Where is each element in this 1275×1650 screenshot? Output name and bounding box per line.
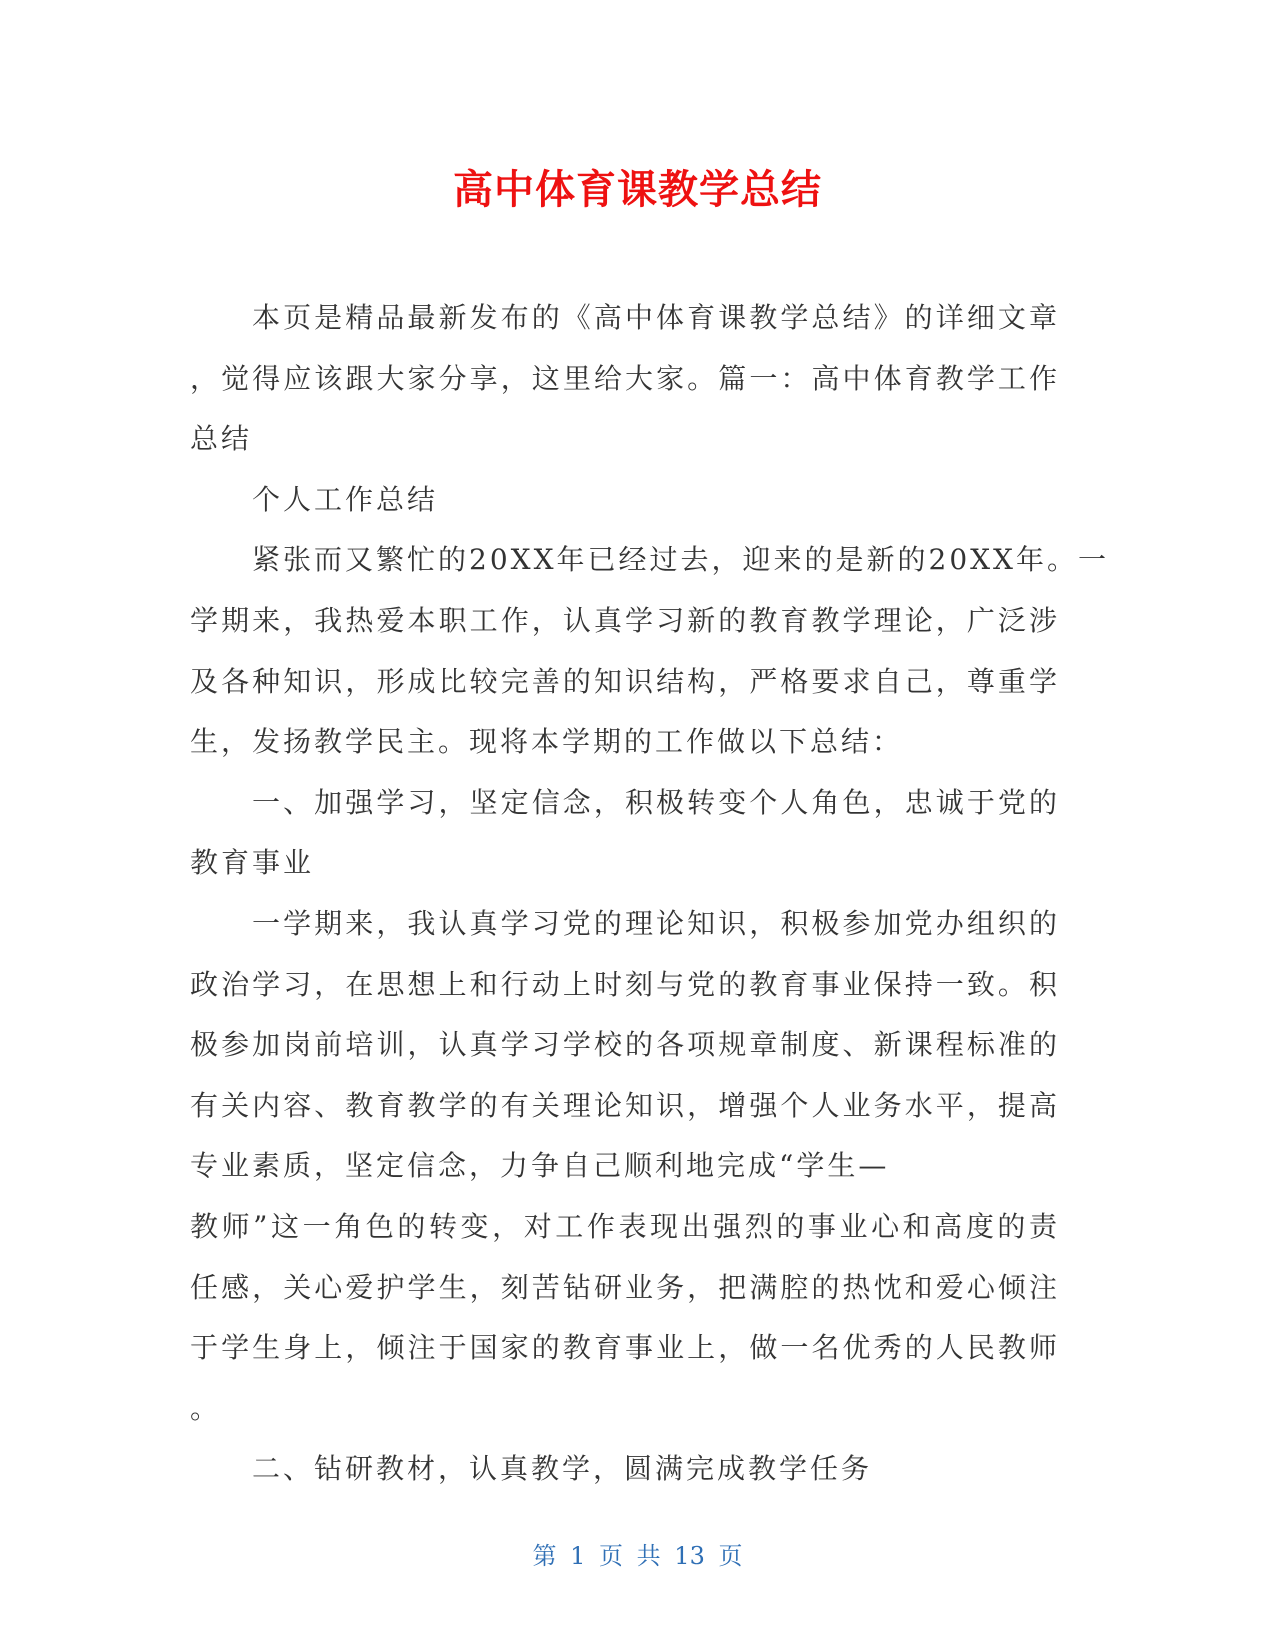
paragraph-line: 有关内容、教育教学的有关理论知识，增强个人业务水平，提高 xyxy=(190,1088,1060,1122)
paragraph-line: 生，发扬教学民主。现将本学期的工作做以下总结： xyxy=(190,725,904,759)
paragraph-line: 。 xyxy=(190,1391,222,1425)
document-title: 高中体育课教学总结 xyxy=(453,167,822,213)
paragraph-line: 专业素质，坚定信念，力争自己顺利地完成“学生— xyxy=(190,1149,890,1183)
section-heading: 二、钻研教材，认真教学，圆满完成教学任务 xyxy=(252,1452,873,1486)
paragraph-line: 政治学习，在思想上和行动上时刻与党的教育事业保持一致。积 xyxy=(190,967,1060,1001)
paragraph-line: 本页是精品最新发布的《高中体育课教学总结》的详细文章 xyxy=(252,301,1060,334)
paragraph-line: 于学生身上，倾注于国家的教育事业上，做一名优秀的人民教师 xyxy=(190,1331,1060,1365)
paragraph-line: 教师”这一角色的转变，对工作表现出强烈的事业心和高度的责 xyxy=(190,1209,1060,1243)
paragraph-line: ，觉得应该跟大家分享，这里给大家。篇一：高中体育教学工作 xyxy=(190,361,1060,395)
paragraph-line: 及各种知识，形成比较完善的知识结构，严格要求自己，尊重学 xyxy=(190,664,1060,698)
paragraph-line: 任感，关心爱护学生，刻苦钻研业务，把满腔的热忱和爱心倾注 xyxy=(190,1270,1060,1304)
paragraph-line: 极参加岗前培训，认真学习学校的各项规章制度、新课程标准的 xyxy=(190,1028,1060,1062)
paragraph-line: 学期来，我热爱本职工作，认真学习新的教育教学理论，广泛涉 xyxy=(190,603,1060,637)
paragraph-line: 一学期来，我认真学习党的理论知识，积极参加党办组织的 xyxy=(252,906,1060,940)
section-heading: 一、加强学习，坚定信念，积极转变个人角色，忠诚于党的 xyxy=(252,785,1060,819)
section-heading: 个人工作总结 xyxy=(252,482,439,516)
paragraph-line: 紧张而又繁忙的20XX年已经过去，迎来的是新的20XX年。一 xyxy=(252,543,1109,577)
page-number-footer: 第 1 页 共 13 页 xyxy=(532,1542,743,1570)
paragraph-line: 总结 xyxy=(190,422,253,456)
document-body xyxy=(190,288,1109,1500)
section-heading: 教育事业 xyxy=(190,846,315,880)
